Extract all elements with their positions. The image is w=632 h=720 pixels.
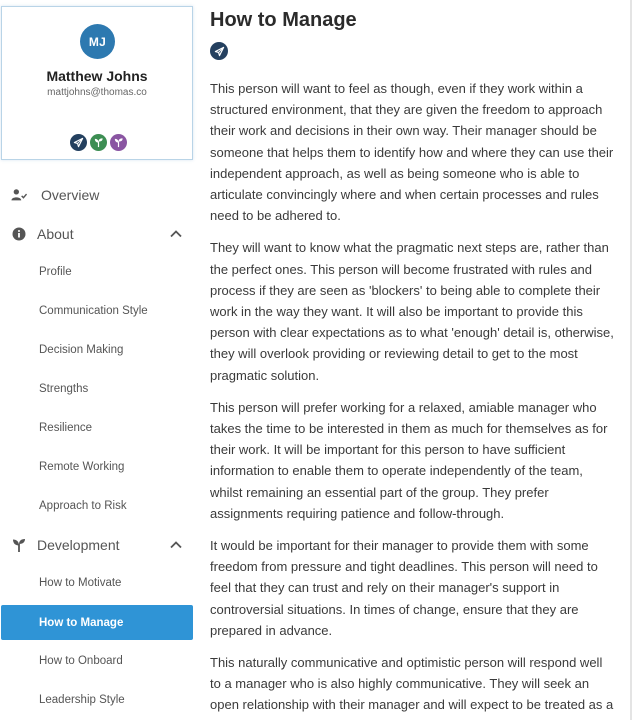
paragraph: This person will prefer working for a relaxed, amiable manager who takes the time to be interested in them as much for themselves as for their work. It will be important for this person to have sufficient information to enable them to operate independently of the team, whilst remaining an essential part of the group. They prefer assignments requiring patience and follow-through. — [210, 399, 608, 521]
sidebar-item-decision-making[interactable] — [1, 336, 193, 364]
page-title: How to Manage — [210, 9, 357, 31]
sidebar-item-how-to-onboard[interactable] — [1, 647, 193, 675]
green-plant-icon[interactable] — [90, 134, 107, 151]
badge-row — [70, 134, 127, 151]
sidebar-item-profile[interactable] — [1, 258, 193, 286]
sprout-icon — [11, 537, 27, 553]
sidebar-item-how-to-motivate[interactable] — [1, 569, 193, 597]
sidebar-item-how-to-manage[interactable] — [1, 605, 193, 640]
nav-development-label: Development — [37, 537, 120, 553]
chevron-up-icon[interactable] — [169, 227, 183, 241]
sidebar-item-label: Decision Making — [39, 344, 124, 356]
sidebar-item-label: How to Onboard — [39, 655, 123, 667]
paper-plane-icon — [214, 46, 225, 57]
chevron-up-icon[interactable] — [169, 538, 183, 552]
sidebar-item-label: Strengths — [39, 383, 89, 395]
share-button[interactable] — [210, 42, 228, 60]
sidebar-item-label: Communication Style — [39, 305, 148, 317]
profile-email: mattjohns@thomas.co — [47, 87, 147, 98]
sidebar-item-approach-to-risk[interactable] — [1, 492, 193, 520]
nav-overview-label: Overview — [41, 187, 100, 203]
paragraph: This naturally communicative and optimistic person will respond well to a manager who is also highly communicative. They will seek an open relationship with their manager and will expect to be treated as a — [210, 655, 614, 713]
sidebar — [0, 0, 195, 720]
profile-name: Matthew Johns — [46, 68, 148, 84]
paragraph: This person will want to feel as though, even if they work within a structured environment, that they are given the freedom to approach their work and decisions in their own way. Their manager should be someone that helps them to identify how and where they can use their independent approach, as well as being someone who is able to articulate convincingly where and when certain processes and rules need to be adhered to. — [210, 81, 614, 224]
sidebar-item-label: How to Manage — [39, 616, 124, 629]
navy-plane-icon[interactable] — [70, 134, 87, 151]
nav-overview[interactable] — [1, 181, 193, 209]
profile-card — [1, 6, 193, 160]
nav-about[interactable] — [1, 220, 193, 248]
sidebar-item-label: Profile — [39, 266, 72, 278]
paragraph: They will want to know what the pragmatic next steps are, rather than the perfect ones. This person will become frustrated with rules and process if they are seen as 'blockers' to being able to complete their work in the way they want. It will also be important to provide this person with clear expectations as to what 'enough' detail is, otherwise, they will overlook providing or reviewing detail to get to the most pragmatic solution. — [210, 240, 614, 383]
main-content — [210, 0, 620, 720]
article-body — [210, 78, 616, 720]
paragraph: It would be important for their manager to provide them with some freedom from pressure and tight deadlines. This person will need to feel that they can trust and rely on their manager's support in controversial situations. In times of change, ensure that they are prepared in advance. — [210, 538, 598, 638]
nav-about-label: About — [37, 226, 74, 242]
sidebar-item-label: Leadership Style — [39, 694, 125, 706]
sidebar-item-label: Approach to Risk — [39, 500, 127, 512]
sidebar-item-strengths[interactable] — [1, 375, 193, 403]
nav-development[interactable] — [1, 531, 193, 559]
sidebar-item-label: How to Motivate — [39, 577, 122, 589]
sidebar-item-remote-working[interactable] — [1, 453, 193, 481]
sidebar-item-leadership-style[interactable] — [1, 686, 193, 714]
sidebar-item-label: Remote Working — [39, 461, 125, 473]
sidebar-item-resilience[interactable] — [1, 414, 193, 442]
sidebar-item-communication-style[interactable] — [1, 297, 193, 325]
avatar[interactable]: MJ — [80, 24, 115, 59]
purple-plant-icon[interactable] — [110, 134, 127, 151]
sidebar-item-label: Resilience — [39, 422, 93, 434]
info-icon — [11, 226, 27, 242]
user-check-icon — [11, 187, 27, 203]
